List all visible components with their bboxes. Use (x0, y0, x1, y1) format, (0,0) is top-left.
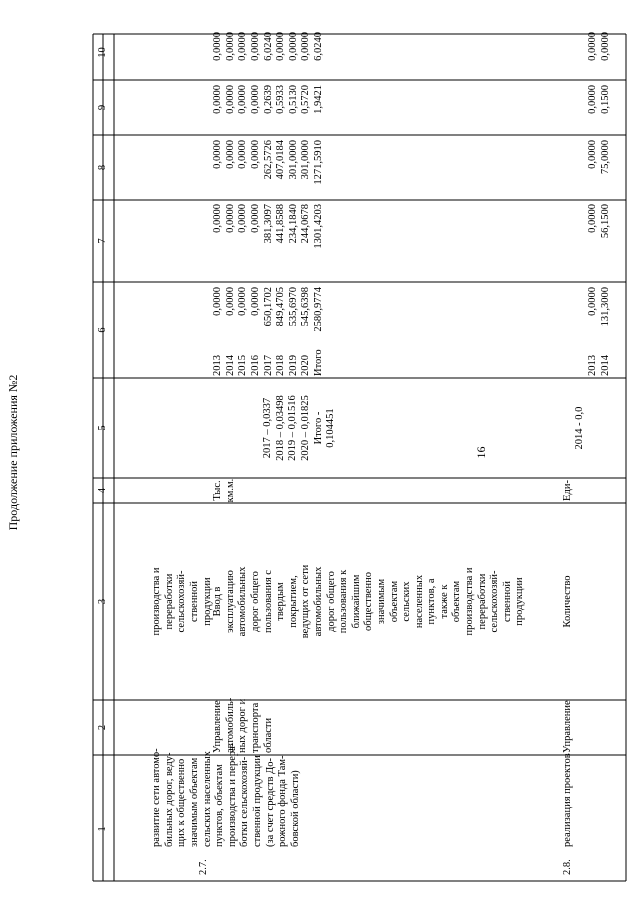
row-2-7-col2: Управление автомобиль- ных дорог и транспорта области (212, 697, 274, 753)
row-2-7-col7: 0,0000 0,0000 0,0000 0,0000 381,3097 441,8588 234,1840 244,0678 1301,4203 (212, 204, 324, 249)
row-2-7-col3: Ввод в эксплуатацию автомобильных дорог общего пользования с твердым покрытием, ведущих от сети автомобильных дорог общего пользования к ближайшим общественно значимым объектам сельских населенных пунктов, а также к объектам производства и переработки сельскохозяй- ственной продукции (212, 564, 526, 639)
row-2-7-number: 2.7. (198, 859, 209, 875)
row-2-8-years: 2013 2014 (587, 355, 611, 376)
header-col-9: 9 (97, 104, 108, 111)
row-2-7-col1: развитие сети автомо- бильных дорог, веду- щих к общественно значимым объектам сельских населенных пунктов, объектам производства и перера- ботки сельскохозяй- ственной продукции (за счет средств До- рожного фонда Там- бовской области) (151, 742, 301, 847)
row-2-8-col7: 0,0000 56,1500 (587, 204, 611, 239)
header-col-5: 5 (97, 425, 108, 431)
row-2-7-col3-continued: производства и переработки сельскохозяй- ственной продукции (151, 567, 213, 636)
row-2-7-col8: 0,0000 0,0000 0,0000 0,0000 262,5726 407,0184 301,0000 301,0000 1271,5910 (212, 140, 324, 185)
page-number: 16 (474, 446, 488, 459)
row-2-8-col6: 0,0000 131,3000 (587, 287, 611, 327)
row-2-8-col9: 0,0000 0,1500 (587, 85, 611, 114)
header-col-8: 8 (97, 164, 108, 171)
row-2-7-col5: 2017 – 0,0337 2018 – 0,03498 2019 – 0,01516 2020 – 0,01825 Итого - 0,104451 (262, 395, 337, 461)
header-col-10: 10 (97, 47, 108, 58)
row-2-7-col9: 0,0000 0,0000 0,0000 0,0000 0,2639 0,5933 0,5130 0,5720 1,9421 (212, 85, 324, 114)
header-col-7: 7 (97, 238, 108, 244)
row-2-8-col4: Еди- (562, 480, 573, 501)
header-col-1: 1 (97, 826, 108, 832)
row-2-8-col8: 0,0000 75,0000 (587, 140, 611, 175)
row-2-7-col10: 0,0000 0,0000 0,0000 0,0000 6,0240 0,0000 0,0000 0,0000 6,0240 (212, 32, 324, 61)
row-2-8-col1: реализация проектов (562, 753, 573, 847)
header-col-4: 4 (97, 487, 108, 494)
header-col-2: 2 (97, 724, 108, 731)
header-col-3: 3 (97, 598, 108, 605)
row-2-8-col5: 2014 - 0,0 (574, 406, 585, 450)
row-2-7-col6: 0,0000 0,0000 0,0000 0,0000 650,1702 849,4705 535,6970 545,6398 2580,9774 (212, 287, 324, 332)
row-2-7-col4-unit: Тыс. км.м. (212, 478, 236, 503)
row-2-7-years: 2013 2014 2015 2016 2017 2018 2019 2020 Итого (212, 349, 324, 376)
row-2-8-col2: Управление (562, 700, 573, 753)
row-2-8-col10: 0,0000 0,0000 (587, 32, 611, 61)
row-2-8-number: 2.8. (562, 859, 573, 875)
row-2-8-col3: Количество (562, 575, 573, 628)
continuation-title: Продолжение приложения №2 (6, 374, 20, 531)
header-col-6: 6 (97, 327, 108, 333)
